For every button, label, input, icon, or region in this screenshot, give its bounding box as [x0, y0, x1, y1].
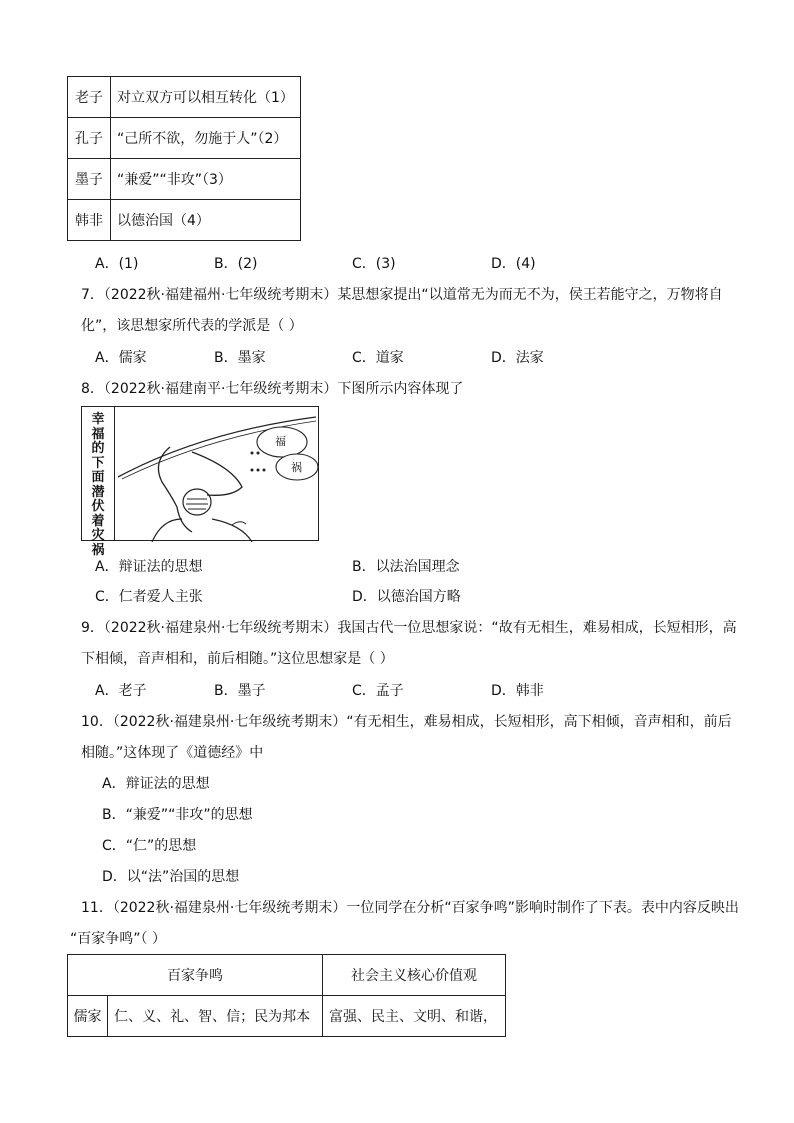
table-row	[68, 77, 301, 118]
table-row	[68, 159, 301, 200]
q10-stem-line2: 相随。”这体现了《道德经》中	[81, 745, 264, 761]
q9-option-b[interactable]: B．墨子	[214, 683, 266, 699]
table-row	[68, 955, 506, 996]
table-cell-text: 以德治国（4）	[111, 200, 301, 241]
q6-option-c[interactable]: C．(3)	[352, 256, 396, 272]
q9-option-a[interactable]: A．老子	[95, 683, 147, 699]
q8-option-d[interactable]: D．以德治国方略	[352, 589, 461, 605]
q8-stem-line1: 8．（2022秋·福建南平·七年级统考期末）下图所示内容体现了	[81, 381, 464, 397]
cartoon-drawing	[82, 407, 320, 542]
q7-stem-line1: 7．（2022秋·福建福州·七年级统考期末）某思想家提出“以道常无为而无不为，侯王若能守之，万物将自	[81, 287, 723, 303]
table-cell-text: “己所不欲，勿施于人”（2）	[111, 118, 301, 159]
q7-option-c[interactable]: C．道家	[352, 350, 404, 366]
q9-option-d[interactable]: D．韩非	[491, 683, 544, 699]
table-cell-name: 老子	[68, 77, 111, 118]
cartoon-caption-text: 幸福的下面潜伏着灾祸	[91, 412, 105, 558]
q6-option-d[interactable]: D．(4)	[491, 256, 536, 272]
q7-option-a[interactable]: A．儒家	[95, 350, 147, 366]
q8-cartoon-image	[81, 406, 319, 558]
table-cell-name: 韩非	[68, 200, 111, 241]
bubble-fortune-text: 福	[275, 435, 286, 448]
q8-option-c[interactable]: C．仁者爱人主张	[95, 589, 203, 605]
table-cell-text: 对立双方可以相互转化（1）	[111, 77, 301, 118]
table-cell-name: 墨子	[68, 159, 111, 200]
table-cell-name: 孔子	[68, 118, 111, 159]
table-cell-school: 儒家	[68, 996, 108, 1037]
q7-option-b[interactable]: B．墨家	[214, 350, 266, 366]
table-row	[68, 200, 301, 241]
q11-stem-line2: “百家争鸣”（ ）	[70, 931, 166, 947]
q10-option-b[interactable]: B．“兼爱”“非攻”的思想	[102, 807, 253, 823]
table-header-hundred-schools: 百家争鸣	[68, 955, 323, 996]
q9-stem-line2: 下相倾，音声相和，前后相随。”这位思想家是（ ）	[81, 651, 394, 667]
table-row	[68, 996, 506, 1037]
q8-option-b[interactable]: B．以法治国理念	[352, 559, 460, 575]
table-cell-text: “兼爱”“非攻”（3）	[111, 159, 301, 200]
q9-option-c[interactable]: C．孟子	[352, 683, 404, 699]
table-cell-ideas: 仁、义、礼、智、信；民为邦本	[108, 996, 323, 1037]
q7-option-d[interactable]: D．法家	[491, 350, 544, 366]
table-row	[68, 118, 301, 159]
q10-option-a[interactable]: A．辩证法的思想	[102, 776, 210, 792]
q8-option-a[interactable]: A．辩证法的思想	[95, 559, 203, 575]
q6-table	[67, 76, 301, 241]
q10-option-c[interactable]: C．“仁”的思想	[102, 838, 197, 854]
q9-stem-line1: 9．（2022秋·福建泉州·七年级统考期末）我国古代一位思想家说：“故有无相生，难易相成，长短相形，高	[81, 620, 737, 636]
q6-option-b[interactable]: B．(2)	[214, 256, 258, 272]
q11-table	[67, 954, 506, 1037]
q10-option-d[interactable]: D．以“法”治国的思想	[102, 869, 240, 885]
q11-stem-line1: 11．（2022秋·福建泉州·七年级统考期末）一位同学在分析“百家争鸣”影响时制作了下表。表中内容反映出	[81, 900, 739, 916]
q6-option-a[interactable]: A．(1)	[95, 256, 139, 272]
q7-stem-line2: 化”，该思想家所代表的学派是（ ）	[81, 318, 303, 334]
table-header-core-values: 社会主义核心价值观	[323, 955, 506, 996]
q10-stem-line1: 10．（2022秋·福建泉州·七年级统考期末）“有无相生，难易相成，长短相形，高下相倾，音声相和，前后	[81, 714, 732, 730]
table-cell-values: 富强、民主、文明、和谐，	[323, 996, 506, 1037]
bubble-disaster-text: 祸	[291, 461, 302, 474]
